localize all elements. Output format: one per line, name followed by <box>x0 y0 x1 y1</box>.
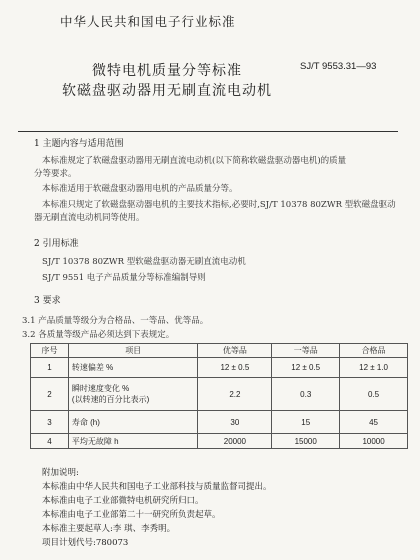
row-item: 寿命 (h) <box>68 411 198 434</box>
first-grade-value: 0.3 <box>272 378 340 411</box>
qualified-value: 12 ± 1.0 <box>340 358 408 378</box>
notes-heading: 附加说明: <box>42 468 79 478</box>
row-item: 平均无故障 h <box>68 434 198 449</box>
section-1-line: 本标准规定了软磁盘驱动器用无刷直流电动机(以下简称软磁盘驱动器电机)的质量 <box>42 156 347 166</box>
premium-value: 2.2 <box>198 378 272 411</box>
reference-item: SJ/T 10378 80ZWR 型软磁盘驱动器无刷直流电动机 <box>42 257 246 267</box>
premium-value: 30 <box>198 411 272 434</box>
qualified-value: 10000 <box>340 434 408 449</box>
first-grade-value: 15 <box>272 411 340 434</box>
row-number: 2 <box>31 378 69 411</box>
table-row <box>31 411 408 434</box>
reference-item: SJ/T 9551 电子产品质量分等标准编制导则 <box>42 273 206 283</box>
qualified-value: 45 <box>340 411 408 434</box>
notes-line: 本标准由电子工业部微特电机研究所归口。 <box>42 496 204 506</box>
section-3-heading: 3 要求 <box>34 296 61 306</box>
column-header: 一等品 <box>272 344 340 358</box>
table-row <box>31 434 408 449</box>
requirement-clause: 3.1 产品质量等级分为合格品、一等品、优等品。 <box>22 316 209 326</box>
first-grade-value: 15000 <box>272 434 340 449</box>
title-divider <box>18 131 398 132</box>
notes-line: 本标准主要起草人:李 琪、李秀明。 <box>42 524 176 534</box>
column-header: 项目 <box>68 344 198 358</box>
row-number: 1 <box>31 358 69 378</box>
row-number: 3 <box>31 411 69 434</box>
section-1-line: 本标准只规定了软磁盘驱动器电机的主要技术指标,必要时,SJ/T 10378 80ZWR 型软磁盘驱动 <box>42 200 396 210</box>
premium-value: 12 ± 0.5 <box>198 358 272 378</box>
row-item: 瞬时速度变化 % (以转速的百分比表示) <box>68 378 198 411</box>
table-row <box>31 378 408 411</box>
notes-line: 本标准由电子工业部第二十一研究所负责起草。 <box>42 510 221 520</box>
notes-line: 项目计划代号:780073 <box>42 538 129 548</box>
column-header: 序号 <box>31 344 69 358</box>
row-item: 转速偏差 % <box>68 358 198 378</box>
section-1-line: 器无刷直流电动机同等使用。 <box>34 213 145 223</box>
row-number: 4 <box>31 434 69 449</box>
section-2-heading: 2 引用标准 <box>34 239 79 249</box>
qualified-value: 0.5 <box>340 378 408 411</box>
table-header-row <box>31 344 408 358</box>
quality-grade-table <box>30 343 408 449</box>
section-1-heading: 1 主题内容与适用范围 <box>34 139 124 149</box>
section-1-line: 分等要求。 <box>34 169 77 179</box>
standard-title-line2: 软磁盘驱动器用无刷直流电动机 <box>62 83 272 99</box>
first-grade-value: 12 ± 0.5 <box>272 358 340 378</box>
column-header: 优等品 <box>198 344 272 358</box>
requirement-clause: 3.2 各质量等级产品必须达到下表规定。 <box>22 330 175 340</box>
premium-value: 20000 <box>198 434 272 449</box>
column-header: 合格品 <box>340 344 408 358</box>
section-1-line: 本标准适用于软磁盘驱动器用电机的产品质量分等。 <box>42 184 238 194</box>
table-row <box>31 358 408 378</box>
standard-number: SJ/T 9553.31—93 <box>300 61 377 72</box>
notes-line: 本标准由中华人民共和国电子工业部科技与质量监督司提出。 <box>42 482 272 492</box>
standard-title-line1: 微特电机质量分等标准 <box>92 63 242 79</box>
publisher-header: 中华人民共和国电子行业标准 <box>60 14 236 29</box>
